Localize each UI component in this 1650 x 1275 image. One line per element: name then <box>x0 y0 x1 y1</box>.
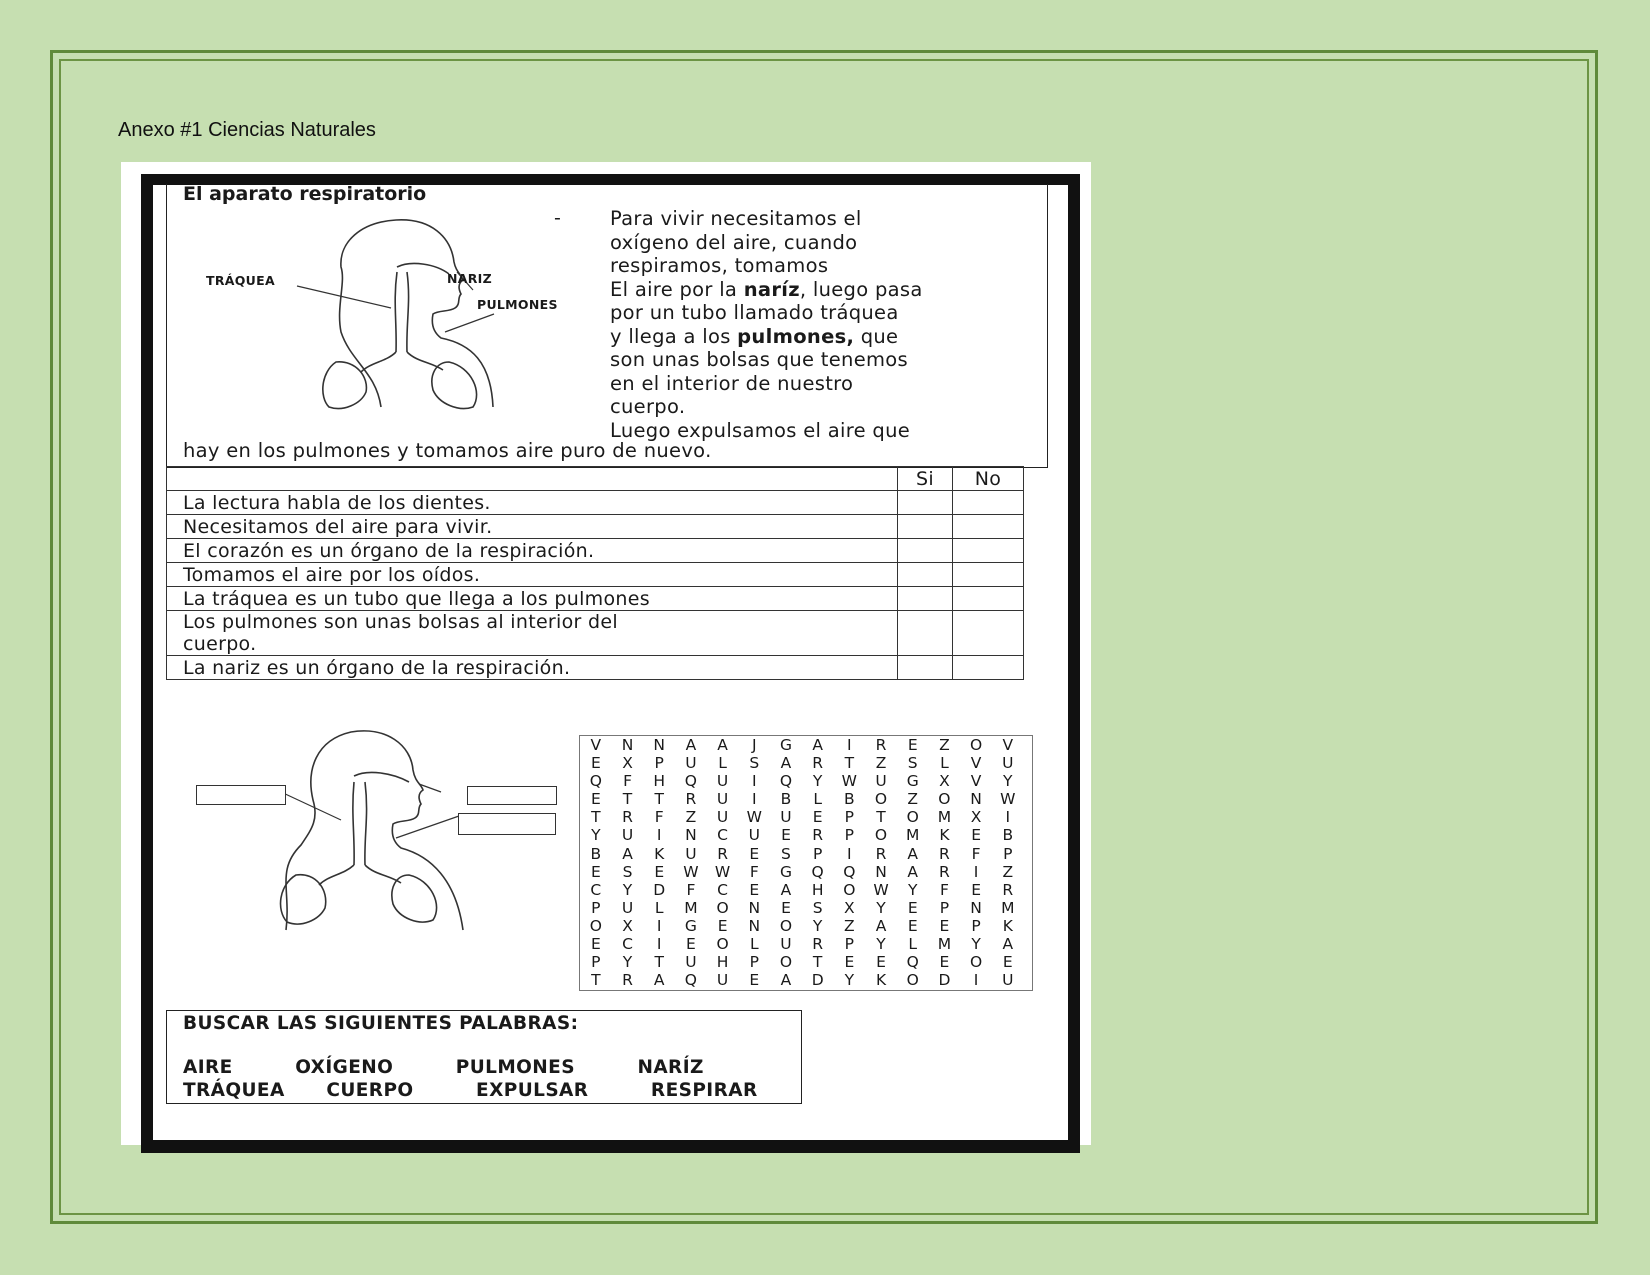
word-search-letter[interactable]: E <box>1002 953 1013 972</box>
word-search-letter[interactable]: V <box>970 772 982 791</box>
word-search-letter[interactable]: L <box>813 790 822 809</box>
word-search-letter[interactable]: L <box>654 898 664 917</box>
word-search-letter[interactable]: R <box>875 844 887 863</box>
table-header-row <box>167 467 1024 491</box>
word-search-letter[interactable]: C <box>590 880 602 899</box>
word-search-letter[interactable]: U <box>685 844 697 863</box>
word-search-letter[interactable]: H <box>716 953 729 972</box>
word-search-letter[interactable]: Q <box>684 971 697 990</box>
word-search-letter[interactable]: E <box>590 754 601 773</box>
word-search-letter[interactable]: Q <box>906 953 919 972</box>
word-search-letter[interactable]: E <box>907 898 918 917</box>
word-search-letter[interactable]: P <box>749 953 759 972</box>
word-search-letter[interactable]: A <box>717 736 728 754</box>
word-search-letter[interactable]: I <box>751 772 757 791</box>
word-search-letter[interactable]: T <box>654 953 664 972</box>
word-search-letter[interactable]: E <box>590 935 601 954</box>
word-search-letter[interactable]: F <box>686 880 696 899</box>
word-search-letter[interactable]: P <box>591 898 601 917</box>
word-search-letter[interactable]: S <box>622 862 633 881</box>
word-search-letter[interactable]: P <box>844 808 855 827</box>
word-search-letter[interactable]: O <box>874 790 888 809</box>
word-search-letter[interactable]: M <box>937 808 952 827</box>
word-search-letter[interactable]: E <box>939 953 950 972</box>
word-search-letter[interactable]: U <box>621 898 634 917</box>
word-search-letter[interactable]: Y <box>622 953 633 972</box>
word-search-letter[interactable]: W <box>714 862 731 881</box>
word-search-letter[interactable]: L <box>749 935 759 954</box>
true-false-table <box>166 466 1024 680</box>
table-row: Tomamos el aire por los oídos. <box>167 563 1024 587</box>
word-search-letter[interactable]: W <box>873 880 889 899</box>
words-line-1: AIRE OXÍGENO PULMONES NARÍZ <box>183 1057 704 1078</box>
word-search-letter[interactable]: D <box>938 971 951 990</box>
word-search-letter[interactable]: Y <box>622 880 633 899</box>
word-search-row <box>580 953 1032 971</box>
word-search-letter[interactable]: E <box>717 916 728 935</box>
respiratory-diagram-labeled <box>211 212 591 412</box>
label-pulmones: PULMONES <box>477 297 558 312</box>
word-search-letter[interactable]: Z <box>907 790 919 809</box>
word-search-letter[interactable]: E <box>812 808 823 827</box>
reading-text: Para vivir necesitamos el oxígeno del aire, cuando respiramos, tomamos El aire por la naríz, luego pasa por un tubo llamado tráquea y llega a los pulmones, que son unas bolsas que tenemos en el interior de nuestro cuerpo. Luego expulsamos el aire que <box>610 207 923 442</box>
word-search-letter[interactable]: E <box>939 916 950 935</box>
word-search-letter[interactable]: A <box>653 971 665 990</box>
word-search-letter[interactable]: T <box>591 808 601 827</box>
word-search-letter[interactable]: P <box>939 898 950 917</box>
word-search-letter[interactable]: M <box>937 935 952 954</box>
word-search-letter[interactable]: U <box>875 772 887 791</box>
word-search-letter[interactable]: X <box>970 808 982 827</box>
word-search-letter[interactable]: X <box>622 754 633 773</box>
word-search-row <box>580 899 1032 917</box>
word-search-letter[interactable]: V <box>590 736 602 754</box>
word-search-letter[interactable]: M <box>906 826 920 845</box>
word-search-letter[interactable]: E <box>749 880 760 899</box>
word-search-letter[interactable]: R <box>1002 880 1014 899</box>
answer-si-cell[interactable] <box>898 587 953 611</box>
word-search-letter[interactable]: U <box>685 953 697 972</box>
word-search-letter[interactable]: I <box>656 916 662 935</box>
word-search-letter[interactable]: O <box>716 935 729 954</box>
reading-title: El aparato respiratorio <box>183 183 427 205</box>
word-search-letter[interactable]: B <box>590 844 602 863</box>
answer-si-cell[interactable] <box>898 611 953 656</box>
word-search-letter[interactable]: X <box>622 916 633 935</box>
word-search-letter[interactable]: K <box>939 826 950 845</box>
answer-no-cell[interactable] <box>953 539 1024 563</box>
blank-label-box-right[interactable] <box>458 813 556 835</box>
word-search-letter[interactable]: A <box>812 736 823 754</box>
word-search-letter[interactable]: G <box>779 736 792 754</box>
word-search-letter[interactable]: R <box>717 844 728 863</box>
word-search-row <box>580 826 1032 844</box>
word-search-letter[interactable]: W <box>683 862 699 881</box>
word-search-letter[interactable]: T <box>844 754 855 773</box>
answer-no-cell[interactable] <box>953 611 1024 656</box>
word-search-letter[interactable]: A <box>780 880 792 899</box>
word-search-letter[interactable]: P <box>844 826 855 845</box>
word-search-letter[interactable]: I <box>751 790 757 809</box>
word-search-letter[interactable]: O <box>843 880 856 899</box>
word-search-letter[interactable]: C <box>717 826 728 845</box>
word-search-letter[interactable]: Z <box>875 754 887 773</box>
word-search-letter[interactable]: N <box>970 898 982 917</box>
word-search-letter[interactable]: Q <box>684 772 697 791</box>
word-search-letter[interactable]: E <box>749 971 760 990</box>
word-search-letter[interactable]: E <box>876 953 886 972</box>
word-search-row <box>580 808 1032 826</box>
answer-si-cell[interactable] <box>898 539 953 563</box>
word-search-letter[interactable]: I <box>847 844 852 863</box>
word-search-letter[interactable]: H <box>811 880 824 899</box>
trachea-shape <box>353 782 367 865</box>
word-search-letter[interactable]: O <box>906 971 919 990</box>
word-search-letter[interactable]: K <box>875 971 887 990</box>
bronchi <box>361 352 443 372</box>
word-search-letter[interactable]: R <box>875 736 887 754</box>
word-search-letter[interactable]: O <box>874 826 888 845</box>
word-search-letter[interactable]: A <box>907 862 919 881</box>
word-search-letter[interactable]: N <box>621 736 634 754</box>
word-search-letter[interactable]: T <box>876 808 886 827</box>
label-nariz: NARIZ <box>447 271 492 286</box>
word-search-letter[interactable]: P <box>591 953 601 972</box>
word-search-letter[interactable]: E <box>590 862 601 881</box>
word-search-letter[interactable]: A <box>780 971 792 990</box>
word-search-letter[interactable]: Q <box>811 862 824 881</box>
word-search-letter[interactable]: R <box>685 790 697 809</box>
word-search-letter[interactable]: P <box>971 916 981 935</box>
word-search-letter[interactable]: D <box>811 971 824 990</box>
word-search-letter[interactable]: I <box>973 862 979 881</box>
word-search-letter[interactable]: S <box>907 754 918 773</box>
word-search-row <box>580 736 1032 754</box>
word-search-letter[interactable]: U <box>1002 971 1014 990</box>
word-search-letter[interactable]: N <box>653 736 666 754</box>
word-search-letter[interactable]: M <box>1001 898 1015 917</box>
word-search-letter[interactable]: Y <box>907 880 918 899</box>
left-lung <box>323 362 367 409</box>
body-outline <box>286 731 463 930</box>
word-search-letter[interactable]: A <box>875 916 887 935</box>
word-search-letter[interactable]: L <box>908 935 918 954</box>
word-search-letter[interactable]: E <box>654 862 665 881</box>
answer-si-cell[interactable] <box>898 491 953 515</box>
blank-label-box-top-right[interactable] <box>467 786 557 805</box>
word-search-letter[interactable]: I <box>656 826 662 845</box>
col-no: No <box>953 467 1024 491</box>
word-search-letter[interactable]: E <box>971 826 981 845</box>
answer-si-cell[interactable] <box>898 563 953 587</box>
reading-last-line: hay en los pulmones y tomamos aire puro de nuevo. <box>183 439 712 462</box>
word-search-letter[interactable]: F <box>939 880 949 899</box>
word-search-letter[interactable]: Y <box>876 935 886 954</box>
word-search-letter[interactable]: H <box>653 772 666 791</box>
table-row: Necesitamos del aire para vivir. <box>167 515 1024 539</box>
word-search-letter[interactable]: S <box>781 844 791 863</box>
word-search-letter[interactable]: O <box>969 736 983 754</box>
table-row: El corazón es un órgano de la respiración. <box>167 539 1024 563</box>
word-search-letter[interactable]: G <box>684 916 697 935</box>
word-search-letter[interactable]: G <box>779 862 792 881</box>
word-search-row <box>580 754 1032 772</box>
answer-no-cell[interactable] <box>953 656 1024 680</box>
word-search-letter[interactable]: Y <box>1003 772 1013 791</box>
word-search-letter[interactable]: T <box>622 790 633 809</box>
word-search-letter[interactable]: N <box>748 898 761 917</box>
word-search-letter[interactable]: Y <box>812 772 823 791</box>
word-search-letter[interactable]: R <box>812 935 824 954</box>
word-search-letter[interactable]: Z <box>939 736 950 754</box>
table-row: La lectura habla de los dientes. <box>167 491 1024 515</box>
word-search-letter[interactable]: R <box>939 844 950 863</box>
word-search-letter[interactable]: Y <box>876 898 886 917</box>
word-search-letter[interactable]: B <box>780 790 792 809</box>
word-search-letter[interactable]: A <box>622 844 633 863</box>
word-search-letter[interactable]: V <box>1002 736 1014 754</box>
word-search-letter[interactable]: M <box>684 898 698 917</box>
word-search-letter[interactable]: C <box>717 880 728 899</box>
word-search-letter[interactable]: X <box>939 772 950 791</box>
word-search-letter[interactable]: W <box>841 772 857 791</box>
word-search-letter[interactable]: F <box>654 808 664 827</box>
word-search-letter[interactable]: W <box>746 808 762 827</box>
word-search-row <box>580 790 1032 808</box>
label-traquea: TRÁQUEA <box>206 273 275 288</box>
word-search-letter[interactable]: I <box>973 971 979 990</box>
word-search-letter[interactable]: U <box>716 790 729 809</box>
word-search-letter[interactable]: T <box>812 953 823 972</box>
word-search-letter[interactable]: S <box>749 754 760 773</box>
word-search-letter[interactable]: A <box>685 736 697 754</box>
word-search-letter[interactable]: O <box>779 953 793 972</box>
word-search-letter[interactable]: Z <box>1002 862 1014 881</box>
word-search-letter[interactable]: C <box>622 935 633 954</box>
word-search-letter[interactable]: R <box>812 826 824 845</box>
word-search-letter[interactable]: F <box>623 772 632 791</box>
word-search-letter[interactable]: W <box>1000 790 1016 809</box>
word-search-letter[interactable]: Q <box>779 772 793 791</box>
word-search-letter[interactable]: O <box>906 808 919 827</box>
word-search-letter[interactable]: P <box>1003 844 1013 863</box>
word-search-row <box>580 971 1032 989</box>
answer-si-cell[interactable] <box>898 515 953 539</box>
bronchi <box>319 865 401 885</box>
answer-no-cell[interactable] <box>953 563 1024 587</box>
word-search-letter[interactable]: U <box>685 754 697 773</box>
word-search-letter[interactable]: N <box>970 790 982 809</box>
blank-label-box-left[interactable] <box>196 785 286 805</box>
word-search-letter[interactable]: P <box>654 754 664 773</box>
word-search-row <box>580 881 1032 899</box>
word-search-letter[interactable]: E <box>781 826 791 845</box>
worksheet-image <box>121 162 1091 1145</box>
word-search-letter[interactable]: I <box>847 736 852 754</box>
word-search-letter[interactable]: Y <box>844 971 855 990</box>
word-search-letter[interactable]: O <box>969 953 983 972</box>
word-search-letter[interactable]: K <box>1002 916 1013 935</box>
trachea-shape <box>395 272 408 352</box>
answer-no-cell[interactable] <box>953 491 1024 515</box>
reading-dash: - <box>554 207 561 229</box>
word-search-letter[interactable]: F <box>971 844 981 863</box>
word-search-letter[interactable]: B <box>1002 826 1014 845</box>
word-search-letter[interactable]: F <box>749 862 759 881</box>
nasal-passage <box>354 772 409 782</box>
word-search-letter[interactable]: P <box>812 844 823 863</box>
document-title: Anexo #1 Ciencias Naturales <box>118 119 376 141</box>
word-search-letter[interactable]: G <box>906 772 919 791</box>
right-lung <box>432 362 477 408</box>
word-search-letter[interactable]: U <box>716 772 729 791</box>
answer-no-cell[interactable] <box>953 515 1024 539</box>
word-search-letter[interactable]: E <box>907 916 918 935</box>
word-search-letter[interactable]: U <box>748 826 760 845</box>
word-search-letter[interactable]: U <box>1002 754 1014 773</box>
col-si: Si <box>898 467 953 491</box>
word-search-letter[interactable]: Q <box>589 772 602 791</box>
word-search-letter[interactable]: T <box>654 790 664 809</box>
word-search-row <box>580 935 1032 953</box>
word-search-letter[interactable]: U <box>716 971 729 990</box>
word-search-letter[interactable]: E <box>907 736 918 754</box>
table-row: Los pulmones son unas bolsas al interior del cuerpo. <box>167 611 1024 656</box>
word-search-letter[interactable]: Y <box>591 826 601 845</box>
word-search-letter[interactable]: R <box>939 862 950 881</box>
word-search-letter[interactable]: E <box>686 935 696 954</box>
word-search-letter[interactable]: Q <box>843 862 856 881</box>
word-search-letter[interactable]: P <box>844 935 855 954</box>
word-search-letter[interactable]: N <box>685 826 697 845</box>
word-search-letter[interactable]: E <box>971 880 981 899</box>
word-search-letter[interactable]: E <box>749 844 760 863</box>
body-outline <box>340 220 493 407</box>
word-search-letter[interactable]: N <box>875 862 887 881</box>
word-search-row <box>580 917 1032 935</box>
word-search-grid <box>579 735 1033 991</box>
word-search-letter[interactable]: B <box>844 790 855 809</box>
word-search-letter[interactable]: Z <box>685 808 697 827</box>
word-search-letter[interactable]: A <box>907 844 919 863</box>
word-search-letter[interactable]: A <box>1002 935 1014 954</box>
word-search-letter[interactable]: Z <box>844 916 855 935</box>
word-search-letter[interactable]: A <box>780 754 792 773</box>
word-search-letter[interactable]: U <box>780 808 792 827</box>
word-search-letter[interactable]: E <box>590 790 601 809</box>
answer-si-cell[interactable] <box>898 656 953 680</box>
answer-no-cell[interactable] <box>953 587 1024 611</box>
word-search-letter[interactable]: I <box>1005 808 1011 827</box>
word-search-letter[interactable]: T <box>591 971 601 990</box>
word-search-letter[interactable]: D <box>653 880 666 899</box>
word-search-letter[interactable]: I <box>656 935 662 954</box>
words-line-2: TRÁQUEA CUERPO EXPULSAR RESPIRAR <box>183 1080 758 1101</box>
word-search-letter[interactable]: V <box>970 754 982 773</box>
word-search-letter[interactable]: X <box>844 898 855 917</box>
word-search-letter[interactable]: U <box>716 808 729 827</box>
word-search-letter[interactable]: U <box>780 935 792 954</box>
table-row: La nariz es un órgano de la respiración. <box>167 656 1024 680</box>
word-search-letter[interactable]: O <box>716 898 729 917</box>
word-search-letter[interactable]: R <box>812 754 824 773</box>
word-search-letter[interactable]: R <box>622 808 633 827</box>
word-search-letter[interactable]: O <box>779 916 793 935</box>
word-search-row <box>580 772 1032 790</box>
word-search-letter[interactable]: K <box>654 844 665 863</box>
word-search-letter[interactable]: R <box>622 971 633 990</box>
word-search-letter[interactable]: S <box>812 898 823 917</box>
word-search-letter[interactable]: L <box>940 754 949 773</box>
word-search-letter[interactable]: N <box>748 916 761 935</box>
words-to-find-box <box>166 1010 802 1104</box>
nasal-passage <box>397 263 449 274</box>
word-search-letter[interactable]: E <box>781 898 791 917</box>
word-search-letter[interactable]: Y <box>971 935 981 954</box>
word-search-letter[interactable]: Y <box>812 916 823 935</box>
word-search-letter[interactable]: E <box>844 953 855 972</box>
words-title: BUSCAR LAS SIGUIENTES PALABRAS: <box>183 1013 579 1034</box>
word-search-row <box>580 845 1032 863</box>
word-search-letter[interactable]: O <box>938 790 951 809</box>
word-search-letter[interactable]: L <box>718 754 727 773</box>
table-row: La tráquea es un tubo que llega a los pulmones <box>167 587 1024 611</box>
word-search-letter[interactable]: J <box>751 736 757 754</box>
word-search-letter[interactable]: O <box>589 916 602 935</box>
word-search-letter[interactable]: U <box>621 826 634 845</box>
word-search-row <box>580 863 1032 881</box>
